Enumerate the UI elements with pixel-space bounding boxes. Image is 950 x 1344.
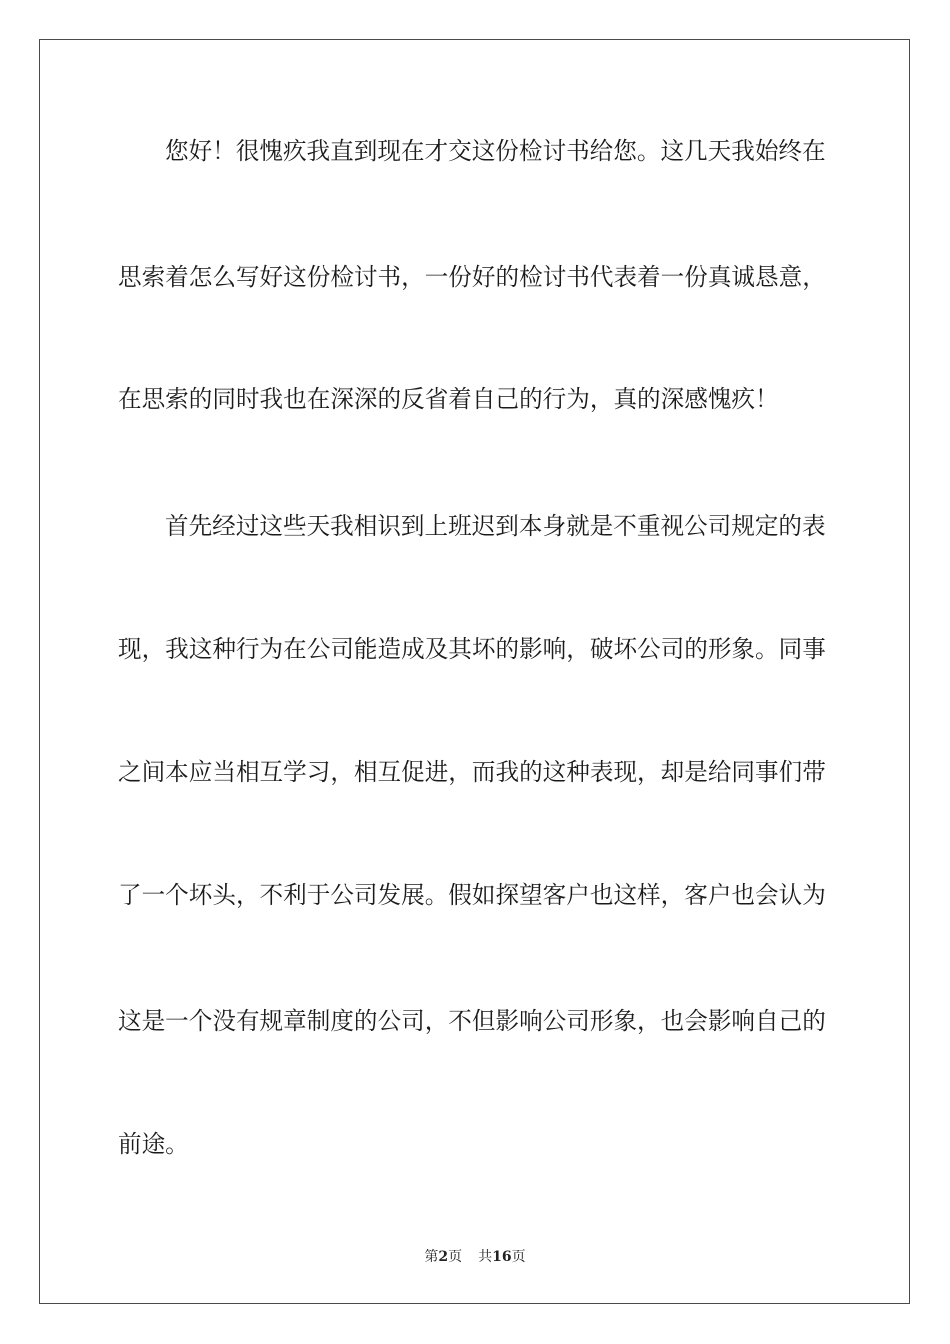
current-page-number: 2 [438,1249,449,1265]
paragraph-2-line-4: 了一个坏头，不利于公司发展。假如探望客户也这样，客户也会认为 [118,881,826,909]
page-footer [0,1248,950,1266]
paragraph-2-line-5: 这是一个没有规章制度的公司，不但影响公司形象，也会影响自己的 [118,1007,826,1035]
total-prefix: 共 [478,1249,493,1265]
paragraph-1-line-3: 在思索的同时我也在深深的反省着自己的行为，真的深感愧疚！ [118,385,779,413]
total-suffix: 页 [511,1249,526,1265]
paragraph-1-line-2: 思索着怎么写好这份检讨书，一份好的检讨书代表着一份真诚恳意， [118,263,826,291]
page-prefix: 第 [424,1249,439,1265]
page-suffix: 页 [448,1249,463,1265]
paragraph-1-line-1: 您好！很愧疚我直到现在才交这份检讨书给您。这几天我始终在 [165,137,826,165]
paragraph-2-line-6: 前途。 [118,1130,189,1158]
paragraph-2-line-3: 之间本应当相互学习，相互促进，而我的这种表现，却是给同事们带 [118,758,826,786]
total-page-number: 16 [492,1249,512,1265]
paragraph-2-line-2: 现，我这种行为在公司能造成及其坏的影响，破坏公司的形象。同事 [118,635,826,663]
paragraph-2-line-1: 首先经过这些天我相识到上班迟到本身就是不重视公司规定的表 [165,512,826,540]
page-border [39,39,910,1304]
